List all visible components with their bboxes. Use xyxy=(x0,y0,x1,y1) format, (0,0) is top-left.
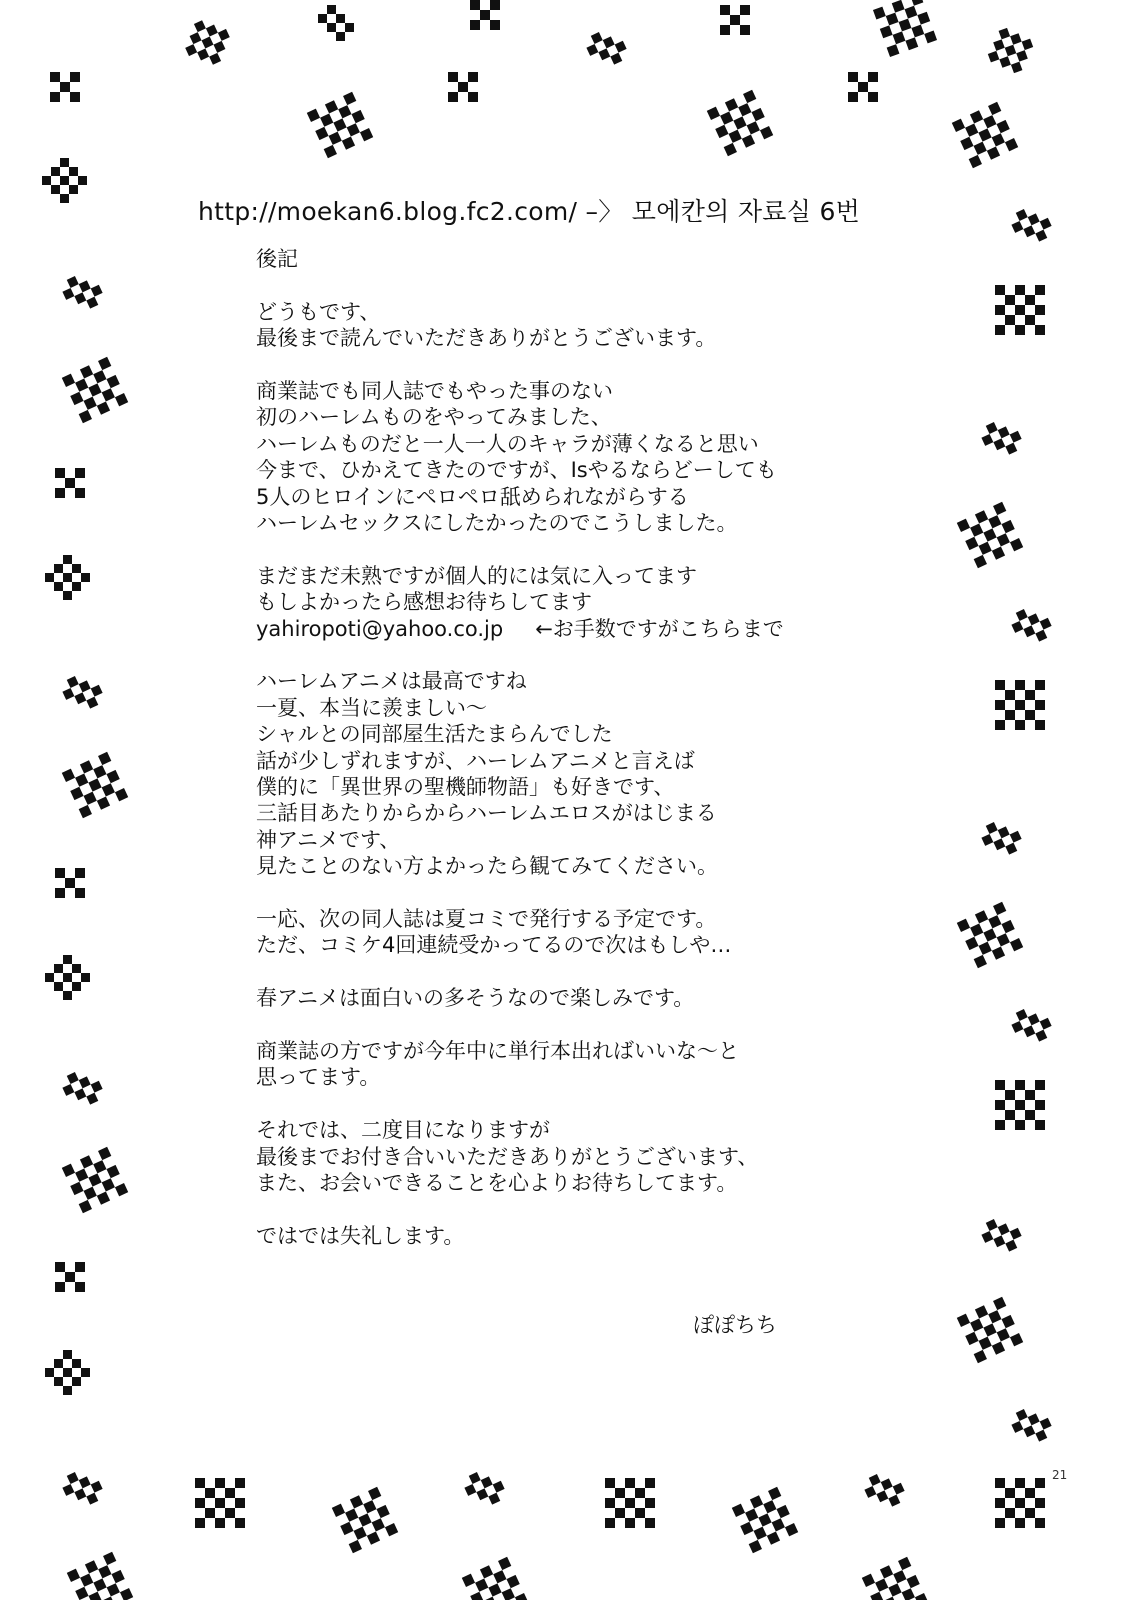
checker-motif xyxy=(448,72,478,102)
checker-motif xyxy=(957,502,1023,568)
checker-motif xyxy=(957,1297,1023,1363)
contact-email: yahiropoti@yahoo.co.jp xyxy=(256,616,504,641)
text-line: ハーレムものだと一人一人のキャラが薄くなると思い xyxy=(256,431,759,456)
checker-motif xyxy=(978,414,1026,462)
checker-motif xyxy=(470,0,500,30)
text-line: 最後までお付き合いいただきありがとうございます、 xyxy=(256,1144,759,1169)
paragraph-tankoubon xyxy=(256,1038,936,1091)
checker-motif xyxy=(59,268,107,316)
paragraph-harem-story xyxy=(256,378,936,536)
checker-motif xyxy=(605,1478,655,1528)
text-line: 商業誌の方ですが今年中に単行本出ればいいな～と xyxy=(256,1039,739,1064)
checker-motif xyxy=(45,1350,90,1395)
checker-motif xyxy=(862,1557,928,1600)
checker-motif xyxy=(732,1487,798,1553)
text-line: 最後まで読んでいただきありがとうございます。 xyxy=(256,326,717,351)
text-line: まだまだ未熟ですが個人的には気に入ってます xyxy=(256,563,697,588)
author-signature: ぽぽちち xyxy=(693,1313,777,1337)
paragraph-spring-anime xyxy=(256,985,936,1011)
contact-line xyxy=(256,616,936,642)
checker-motif xyxy=(55,1262,85,1292)
text-line: 一夏、本当に羨ましい～ xyxy=(256,695,487,720)
checker-motif xyxy=(62,1147,128,1213)
checker-motif xyxy=(307,92,373,158)
checker-motif xyxy=(952,102,1018,168)
text-line: ではでは失礼します。 xyxy=(256,1223,465,1248)
checker-motif xyxy=(995,680,1045,730)
checker-motif xyxy=(59,1464,107,1512)
checker-motif xyxy=(957,902,1023,968)
paragraph-farewell xyxy=(256,1223,936,1249)
afterword-body xyxy=(256,246,936,1276)
checker-motif xyxy=(873,0,937,57)
text-line: 話が少しずれますが、ハーレムアニメと言えば xyxy=(256,748,695,773)
checker-motif xyxy=(707,90,773,156)
page-number: 21 xyxy=(1052,1468,1068,1482)
checker-motif xyxy=(332,1487,398,1553)
text-line: 三話目あたりからからハーレムエロスがはじまる xyxy=(256,801,717,826)
checker-motif xyxy=(1008,1001,1056,1049)
checker-motif xyxy=(462,1557,528,1600)
checker-motif xyxy=(1008,601,1056,649)
paragraph-greeting xyxy=(256,299,936,352)
paragraph-harem-anime xyxy=(256,668,936,879)
checker-motif xyxy=(720,5,750,35)
text-line: 初のハーレムものをやってみました、 xyxy=(256,405,612,430)
checker-motif xyxy=(55,468,85,498)
checker-motif xyxy=(50,72,80,102)
text-line: 5人のヒロインにペロペロ舐められながらする xyxy=(256,484,689,509)
checker-motif xyxy=(45,955,90,1000)
text-line: それでは、二度目になりますが xyxy=(256,1118,550,1143)
text-line: 一応、次の同人誌は夏コミで発行する予定です。 xyxy=(256,907,717,932)
checker-motif xyxy=(995,1080,1045,1130)
checker-motif xyxy=(583,24,631,72)
paragraph-next-doujinshi xyxy=(256,906,936,959)
checker-motif xyxy=(1008,1401,1056,1449)
checker-motif xyxy=(995,285,1045,335)
text-line: 見たことのない方よかったら観てみてください。 xyxy=(256,854,718,879)
checker-motif xyxy=(978,1211,1026,1259)
checker-motif xyxy=(461,1464,509,1512)
text-line: ただ、コミケ4回連続受かってるので次はもしや… xyxy=(256,933,732,958)
checker-motif xyxy=(982,22,1040,80)
text-line: 春アニメは面白いの多そうなので楽しみです。 xyxy=(256,986,695,1011)
checker-motif xyxy=(978,814,1026,862)
text-line: どうもです、 xyxy=(256,299,381,324)
checker-motif xyxy=(195,1478,245,1528)
paragraph-thanks xyxy=(256,1117,936,1196)
checker-motif xyxy=(62,752,128,818)
text-line: 僕的に「異世界の聖機師物語」も好きです、 xyxy=(256,775,675,800)
checker-motif xyxy=(848,72,878,102)
text-line: ハーレムアニメは最高ですね xyxy=(256,669,527,694)
checker-motif xyxy=(42,158,87,203)
checker-motif xyxy=(45,555,90,600)
checker-motif xyxy=(59,1064,107,1112)
checker-motif xyxy=(995,1478,1045,1528)
text-line: シャルとの同部屋生活たまらんでした xyxy=(256,722,613,747)
text-line: 神アニメです、 xyxy=(256,827,401,852)
checker-motif xyxy=(67,1552,133,1600)
text-line: 今まで、ひかえてきたのですが、Isやるならどーしても xyxy=(256,458,777,483)
checker-motif xyxy=(59,668,107,716)
text-line: ハーレムセックスにしたかったのでこうしました。 xyxy=(256,511,738,536)
checker-motif xyxy=(861,1466,909,1514)
afterword-title: 後記 xyxy=(256,247,298,271)
text-line: 思ってます。 xyxy=(256,1065,381,1090)
checker-motif xyxy=(62,357,128,423)
checker-motif xyxy=(318,5,354,41)
scanlation-url-header: http://moekan6.blog.fc2.com/ –〉 모에칸의 자료실 6번 xyxy=(198,197,861,226)
paragraph-feedback xyxy=(256,563,936,642)
checker-motif xyxy=(55,868,85,898)
text-line: 商業誌でも同人誌でもやった事のない xyxy=(256,379,613,403)
text-line: もしよかったら感想お待ちしてます xyxy=(256,590,592,615)
checker-motif xyxy=(1008,201,1056,249)
contact-note: ←お手数ですがこちらまで xyxy=(535,616,784,641)
checker-motif xyxy=(178,13,238,73)
text-line: また、お会いできることを心よりお待ちしてます。 xyxy=(256,1171,738,1196)
